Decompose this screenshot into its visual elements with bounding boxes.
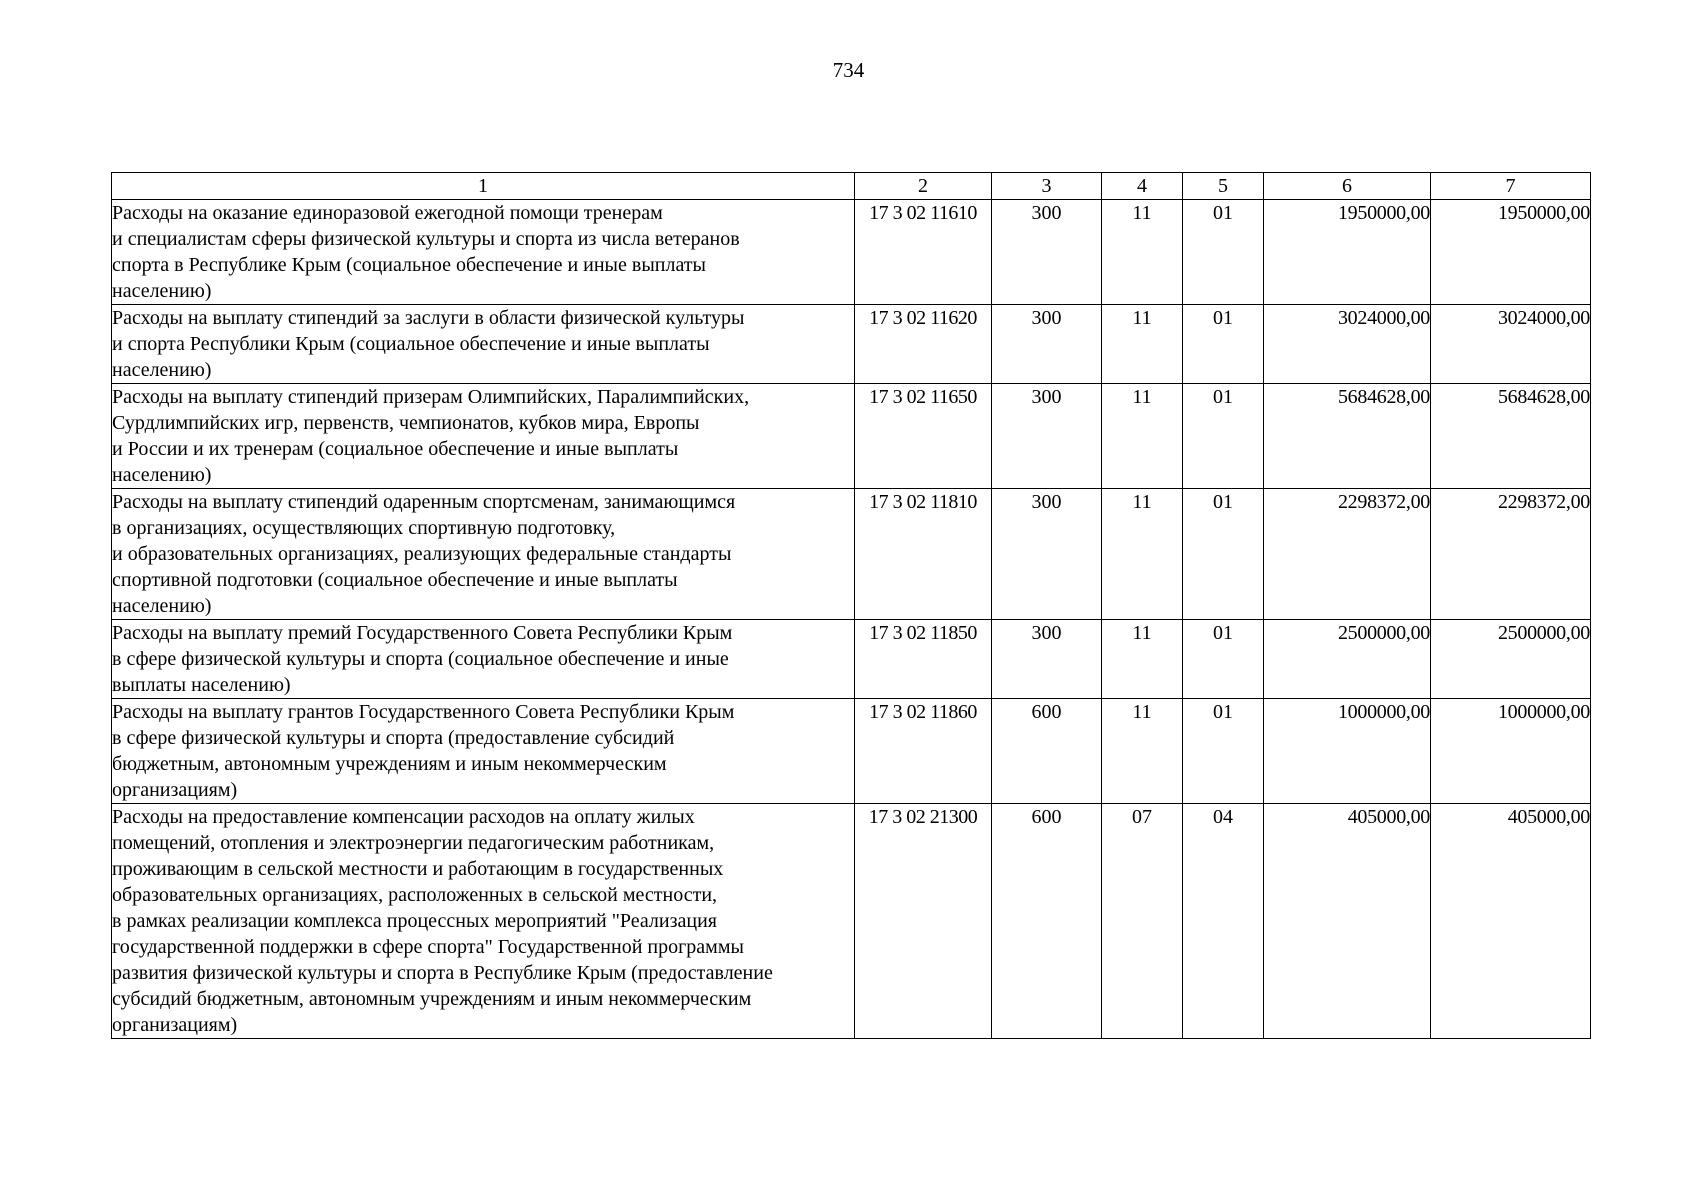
table-row [112, 305, 1591, 384]
amount-column-6: 405000,00 [1264, 804, 1431, 1039]
section-code: 11 [1102, 620, 1183, 699]
amount-column-7: 2500000,00 [1431, 620, 1591, 699]
description-line: Расходы на выплату грантов Государственного Совета Республики Крым [112, 701, 735, 723]
description-line: населению) [112, 359, 212, 381]
description-line: и России и их тренерам (социальное обеспечение и иные выплаты [112, 438, 679, 460]
description-line: в сфере физической культуры и спорта (предоставление субсидий [112, 727, 675, 749]
description-line: развития физической культуры и спорта в Республике Крым (предоставление [112, 962, 773, 984]
amount-column-7: 1950000,00 [1431, 200, 1591, 305]
description-line: Расходы на выплату стипендий призерам Олимпийских, Паралимпийских, [112, 386, 750, 408]
subsection-code: 01 [1183, 489, 1264, 620]
description-line: спорта в Республике Крым (социальное обеспечение и иные выплаты [112, 254, 706, 276]
table-row [112, 384, 1591, 489]
subsection-code: 04 [1183, 804, 1264, 1039]
description-line: населению) [112, 595, 212, 617]
section-code: 11 [1102, 200, 1183, 305]
description-line: Расходы на выплату премий Государственного Совета Республики Крым [112, 622, 733, 644]
column-header: 2 [855, 173, 992, 200]
expense-type-code: 600 [992, 699, 1102, 804]
expense-description [112, 305, 855, 384]
expense-type-code: 600 [992, 804, 1102, 1039]
amount-column-6: 2500000,00 [1264, 620, 1431, 699]
section-code: 07 [1102, 804, 1183, 1039]
column-header: 1 [112, 173, 855, 200]
table-row [112, 489, 1591, 620]
target-article-code: 17 3 02 11620 [855, 305, 992, 384]
target-article-code: 17 3 02 11650 [855, 384, 992, 489]
description-line: Расходы на выплату стипендий за заслуги в области физической культуры [112, 307, 745, 329]
description-line: Расходы на оказание единоразовой ежегодной помощи тренерам [112, 202, 663, 224]
expense-description [112, 489, 855, 620]
table-row [112, 200, 1591, 305]
amount-column-6: 5684628,00 [1264, 384, 1431, 489]
column-header: 5 [1183, 173, 1264, 200]
description-line: помещений, отопления и электроэнергии педагогическим работникам, [112, 832, 715, 854]
description-line: и образовательных организациях, реализующих федеральные стандарты [112, 543, 732, 565]
description-line: Расходы на выплату стипендий одаренным спортсменам, занимающимся [112, 491, 736, 513]
description-line: в сфере физической культуры и спорта (социальное обеспечение и иные [112, 648, 729, 670]
amount-column-7: 405000,00 [1431, 804, 1591, 1039]
amount-column-6: 3024000,00 [1264, 305, 1431, 384]
subsection-code: 01 [1183, 699, 1264, 804]
subsection-code: 01 [1183, 384, 1264, 489]
section-code: 11 [1102, 489, 1183, 620]
amount-column-7: 1000000,00 [1431, 699, 1591, 804]
description-line: населению) [112, 464, 212, 486]
column-number-row [112, 173, 1591, 200]
description-line: и специалистам сферы физической культуры и спорта из числа ветеранов [112, 228, 740, 250]
amount-column-7: 5684628,00 [1431, 384, 1591, 489]
target-article-code: 17 3 02 11860 [855, 699, 992, 804]
description-line: в рамках реализации комплекса процессных мероприятий "Реализация [112, 910, 717, 932]
subsection-code: 01 [1183, 305, 1264, 384]
description-line: образовательных организациях, расположенных в сельской местности, [112, 884, 718, 906]
description-line: субсидий бюджетным, автономным учреждениям и иным некоммерческим [112, 988, 752, 1010]
amount-column-6: 1000000,00 [1264, 699, 1431, 804]
expense-description [112, 804, 855, 1039]
subsection-code: 01 [1183, 620, 1264, 699]
description-line: населению) [112, 280, 212, 302]
amount-column-7: 2298372,00 [1431, 489, 1591, 620]
expense-type-code: 300 [992, 200, 1102, 305]
amount-column-7: 3024000,00 [1431, 305, 1591, 384]
table-row [112, 699, 1591, 804]
target-article-code: 17 3 02 11810 [855, 489, 992, 620]
description-line: государственной поддержки в сфере спорта" Государственной программы [112, 936, 744, 958]
expense-description [112, 620, 855, 699]
section-code: 11 [1102, 384, 1183, 489]
description-line: в организациях, осуществляющих спортивную подготовку, [112, 517, 616, 539]
expense-type-code: 300 [992, 620, 1102, 699]
column-header: 6 [1264, 173, 1431, 200]
column-header: 7 [1431, 173, 1591, 200]
description-line: Расходы на предоставление компенсации расходов на оплату жилых [112, 806, 695, 828]
expense-type-code: 300 [992, 384, 1102, 489]
section-code: 11 [1102, 699, 1183, 804]
description-line: бюджетным, автономным учреждениям и иным некоммерческим [112, 753, 667, 775]
table-row [112, 620, 1591, 699]
subsection-code: 01 [1183, 200, 1264, 305]
description-line: и спорта Республики Крым (социальное обеспечение и иные выплаты [112, 333, 710, 355]
page-number: 734 [832, 58, 865, 82]
expense-description [112, 200, 855, 305]
expense-type-code: 300 [992, 305, 1102, 384]
table-row [112, 804, 1591, 1039]
column-header: 3 [992, 173, 1102, 200]
expense-description [112, 384, 855, 489]
expense-type-code: 300 [992, 489, 1102, 620]
section-code: 11 [1102, 305, 1183, 384]
column-header: 4 [1102, 173, 1183, 200]
expense-description [112, 699, 855, 804]
budget-table [111, 172, 1591, 1039]
description-line: спортивной подготовки (социальное обеспечение и иные выплаты [112, 569, 678, 591]
description-line: проживающим в сельской местности и работающим в государственных [112, 858, 724, 880]
target-article-code: 17 3 02 21300 [855, 804, 992, 1039]
target-article-code: 17 3 02 11610 [855, 200, 992, 305]
description-line: выплаты населению) [112, 674, 291, 696]
description-line: организациям) [112, 1014, 238, 1036]
amount-column-6: 2298372,00 [1264, 489, 1431, 620]
description-line: Сурдлимпийских игр, первенств, чемпионатов, кубков мира, Европы [112, 412, 700, 434]
description-line: организациям) [112, 779, 238, 801]
target-article-code: 17 3 02 11850 [855, 620, 992, 699]
amount-column-6: 1950000,00 [1264, 200, 1431, 305]
